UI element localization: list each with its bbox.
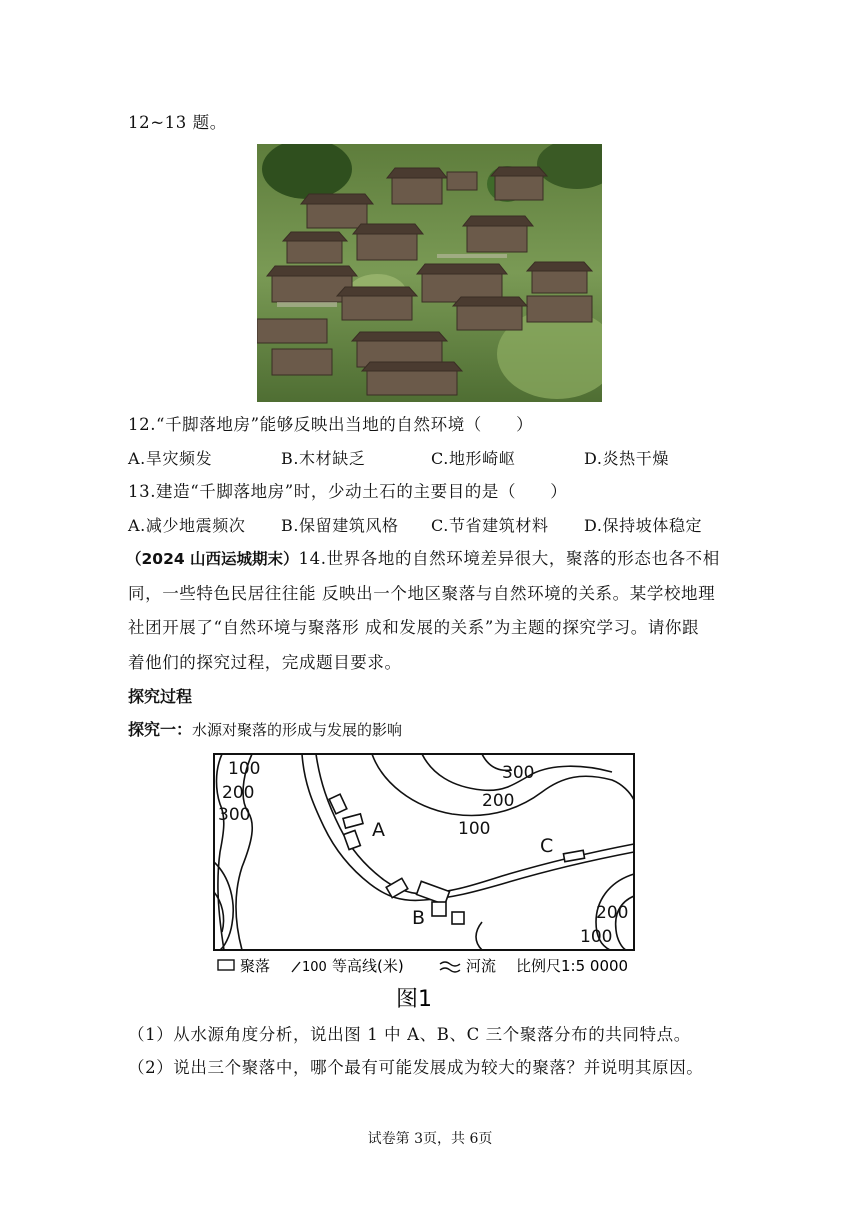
settlement-b-2 — [417, 881, 450, 904]
q13-option-d[interactable]: D.保持坡体稳定 — [584, 516, 703, 535]
q12-stem: 12.“千脚落地房”能够反映出当地的自然环境（ ） — [128, 415, 534, 434]
contour-label-br-100: 100 — [580, 927, 613, 947]
q14-line-1: 14.世界各地的自然环境差异很大，聚落的形态也各不相 — [298, 549, 720, 568]
legend-contour-sample: 100 — [302, 960, 327, 975]
stilt-houses-illustration — [257, 144, 602, 402]
page-footer: 试卷第 3页，共 6页 — [367, 1131, 493, 1147]
inquiry-label: 探究一： — [128, 720, 193, 739]
q13-stem: 13.建造“千脚落地房”时，少动土石的主要目的是（ ） — [128, 482, 568, 501]
legend-river-label: 河流 — [466, 957, 497, 975]
legend-settlement-icon — [218, 960, 234, 970]
river-branch — [476, 922, 482, 950]
q12-option-a[interactable]: A.旱灾频发 — [128, 449, 213, 468]
settlement-c — [563, 850, 584, 861]
figure-caption: 图1 — [396, 987, 432, 1012]
river-bank-3 — [424, 852, 634, 900]
legend-settlement-label: 聚落 — [240, 957, 271, 975]
q13-option-a[interactable]: A.减少地震频次 — [128, 516, 246, 535]
contour-label-left-100: 100 — [228, 759, 261, 779]
legend-contour-label: 等高线(米) — [332, 957, 404, 975]
inquiry-text: 水源对聚落的形成与发展的影响 — [192, 721, 403, 739]
contour-label-right-100: 100 — [458, 819, 491, 839]
map-legend — [218, 957, 628, 1012]
intro-line: 12~13 题。 — [128, 113, 227, 132]
river-bank-4 — [424, 844, 634, 894]
river-bank-2 — [316, 754, 424, 894]
q14-line-2: 同，一些特色民居往往能 反映出一个地区聚落与自然环境的关系。某学校地理 — [128, 584, 716, 603]
contour-left-300 — [214, 862, 233, 950]
legend-contour-icon — [292, 962, 300, 972]
settlement-a-2 — [343, 814, 363, 828]
contour-label-left-200: 200 — [222, 783, 255, 803]
inquiry-one — [128, 719, 402, 741]
contour-label-right-300: 300 — [502, 763, 535, 783]
contour-label-br-200: 200 — [596, 903, 629, 923]
legend-scale: 比例尺1:5 0000 — [516, 957, 629, 975]
figure-1-map — [212, 752, 636, 1012]
stilt-houses-photo — [257, 144, 602, 402]
settlement-label-c: C — [540, 835, 554, 857]
settlement-b-4 — [452, 912, 464, 924]
settlement-label-a: A — [372, 819, 385, 841]
q14-first-line — [126, 548, 720, 570]
sub-question-2: （2）说出三个聚落中，哪个最有可能发展成为较大的聚落？并说明其原因。 — [128, 1058, 704, 1077]
settlement-a-3 — [344, 830, 361, 849]
legend-river-icon — [440, 962, 460, 972]
process-heading: 探究过程 — [128, 687, 193, 706]
q13-option-b[interactable]: B.保留建筑风格 — [281, 516, 399, 535]
q12-option-c[interactable]: C.地形崎岖 — [431, 449, 516, 468]
sub-question-1: （1）从水源角度分析，说出图 1 中 A、B、C 三个聚落分布的共同特点。 — [128, 1025, 691, 1044]
contour-label-right-200: 200 — [482, 791, 515, 811]
q14-source: （2024 山西运城期末） — [126, 550, 299, 568]
q12-option-d[interactable]: D.炎热干燥 — [584, 449, 669, 468]
q12-option-b[interactable]: B.木材缺乏 — [281, 449, 366, 468]
contour-map — [212, 752, 636, 1012]
contour-label-left-300: 300 — [218, 805, 251, 825]
q14-line-3: 社团开展了“自然环境与聚落形 成和发展的关系”为主题的探究学习。请你跟 — [128, 618, 700, 637]
settlement-b-3 — [432, 902, 446, 916]
settlement-label-b: B — [412, 907, 426, 929]
q14-line-4: 着他们的探究过程，完成题目要求。 — [128, 653, 402, 672]
q13-option-c[interactable]: C.节省建筑材料 — [431, 516, 549, 535]
